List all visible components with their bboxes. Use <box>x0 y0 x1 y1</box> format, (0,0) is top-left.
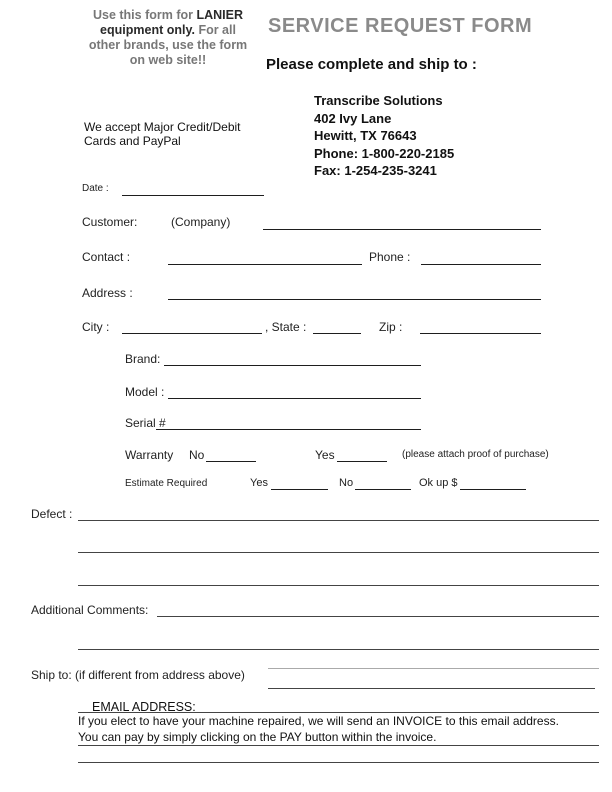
additional-comments-label: Additional Comments: <box>31 603 149 617</box>
estimate-yes-field[interactable] <box>271 472 328 488</box>
contact-underline <box>168 264 362 265</box>
payment-line2: Cards and PayPal <box>84 134 181 148</box>
customer-underline <box>263 229 541 230</box>
email-info <box>78 713 559 745</box>
estimate-yes-label: Yes <box>250 477 268 489</box>
estimate-ok-label: Ok up $ <box>419 477 458 489</box>
estimate-no-underline <box>355 489 411 490</box>
defect-label: Defect : <box>31 507 73 521</box>
city-underline <box>122 333 262 334</box>
email-label: EMAIL ADDRESS: <box>92 700 196 714</box>
phone-underline <box>421 264 541 265</box>
warranty-yes-underline <box>337 461 387 462</box>
ship-city-state-zip: Hewitt, TX 76643 <box>314 128 417 143</box>
ship-fax: Fax: 1-254-235-3241 <box>314 163 437 178</box>
ship-address-block <box>314 92 454 180</box>
serial-label: Serial # <box>125 416 166 430</box>
brand-field[interactable] <box>164 348 421 364</box>
notice-line2-rest: For all <box>194 23 236 37</box>
serial-underline <box>156 429 421 430</box>
estimate-ok-underline <box>460 489 526 490</box>
ship-phone: Phone: 1-800-220-2185 <box>314 145 455 161</box>
customer-field[interactable] <box>263 212 541 228</box>
ship-street: 402 Ivy Lane <box>314 110 392 126</box>
phone-label: Phone : <box>369 250 411 264</box>
date-field[interactable] <box>122 178 264 194</box>
email-field[interactable] <box>190 697 599 713</box>
notice-brand: LANIER <box>196 8 244 22</box>
email-info-line1: If you elect to have your machine repaired, we will send an INVOICE to this email address. <box>78 714 559 728</box>
company-hint: (Company) <box>171 215 231 229</box>
email-rule-2 <box>78 762 599 763</box>
warranty-no-field[interactable] <box>206 444 256 460</box>
notice-line1-prefix: Use this form for <box>92 8 197 22</box>
warranty-label: Warranty <box>125 448 174 462</box>
phone-field[interactable] <box>421 247 541 263</box>
model-underline <box>168 398 421 399</box>
estimate-yes-underline <box>271 489 328 490</box>
warranty-yes-label: Yes <box>315 448 335 462</box>
estimate-label: Estimate Required <box>125 478 208 489</box>
payment-line1: We accept Major Credit/Debit <box>84 120 241 134</box>
contact-label: Contact : <box>82 250 131 264</box>
address-label: Address : <box>82 286 133 300</box>
form-title: SERVICE REQUEST FORM <box>268 15 533 37</box>
address-field[interactable] <box>168 282 541 298</box>
ship-to-field[interactable] <box>268 656 599 690</box>
zip-underline <box>420 333 541 334</box>
email-rule-1 <box>78 745 599 746</box>
estimate-no-label: No <box>339 477 354 489</box>
notice-emphasis: equipment only. <box>100 23 195 37</box>
email-info-line2: You can pay by simply clicking on the PAY button within the invoice. <box>78 730 437 744</box>
date-label: Date : <box>82 183 109 194</box>
brand-notice <box>78 8 258 68</box>
serial-field[interactable] <box>156 412 421 428</box>
state-label: , State : <box>265 320 307 334</box>
payment-note <box>84 120 241 148</box>
state-field[interactable] <box>313 316 361 332</box>
contact-field[interactable] <box>168 247 362 263</box>
warranty-note: (please attach proof of purchase) <box>402 449 549 460</box>
ship-company: Transcribe Solutions <box>314 93 443 108</box>
defect-field[interactable] <box>78 504 599 586</box>
estimate-ok-field[interactable] <box>460 472 526 488</box>
customer-label: Customer: <box>82 215 138 229</box>
notice-line4: on web site!! <box>129 53 207 67</box>
city-label: City : <box>82 320 110 334</box>
ship-instructions: Please complete and ship to : <box>266 56 477 73</box>
warranty-no-underline <box>206 461 256 462</box>
warranty-yes-field[interactable] <box>337 444 387 460</box>
model-label: Model : <box>125 385 165 399</box>
address-underline <box>168 299 541 300</box>
notice-line3: other brands, use the form <box>88 38 248 52</box>
city-field[interactable] <box>122 316 262 332</box>
warranty-no-label: No <box>189 448 205 462</box>
zip-label: Zip : <box>379 320 403 334</box>
brand-label: Brand: <box>125 352 161 366</box>
brand-underline <box>164 365 421 366</box>
additional-comments-field[interactable] <box>78 600 599 650</box>
model-field[interactable] <box>168 381 421 397</box>
ship-to-label: Ship to: (if different from address above) <box>31 668 245 682</box>
date-underline <box>122 195 264 196</box>
zip-field[interactable] <box>420 316 541 332</box>
state-underline <box>313 333 361 334</box>
estimate-no-field[interactable] <box>355 472 411 488</box>
